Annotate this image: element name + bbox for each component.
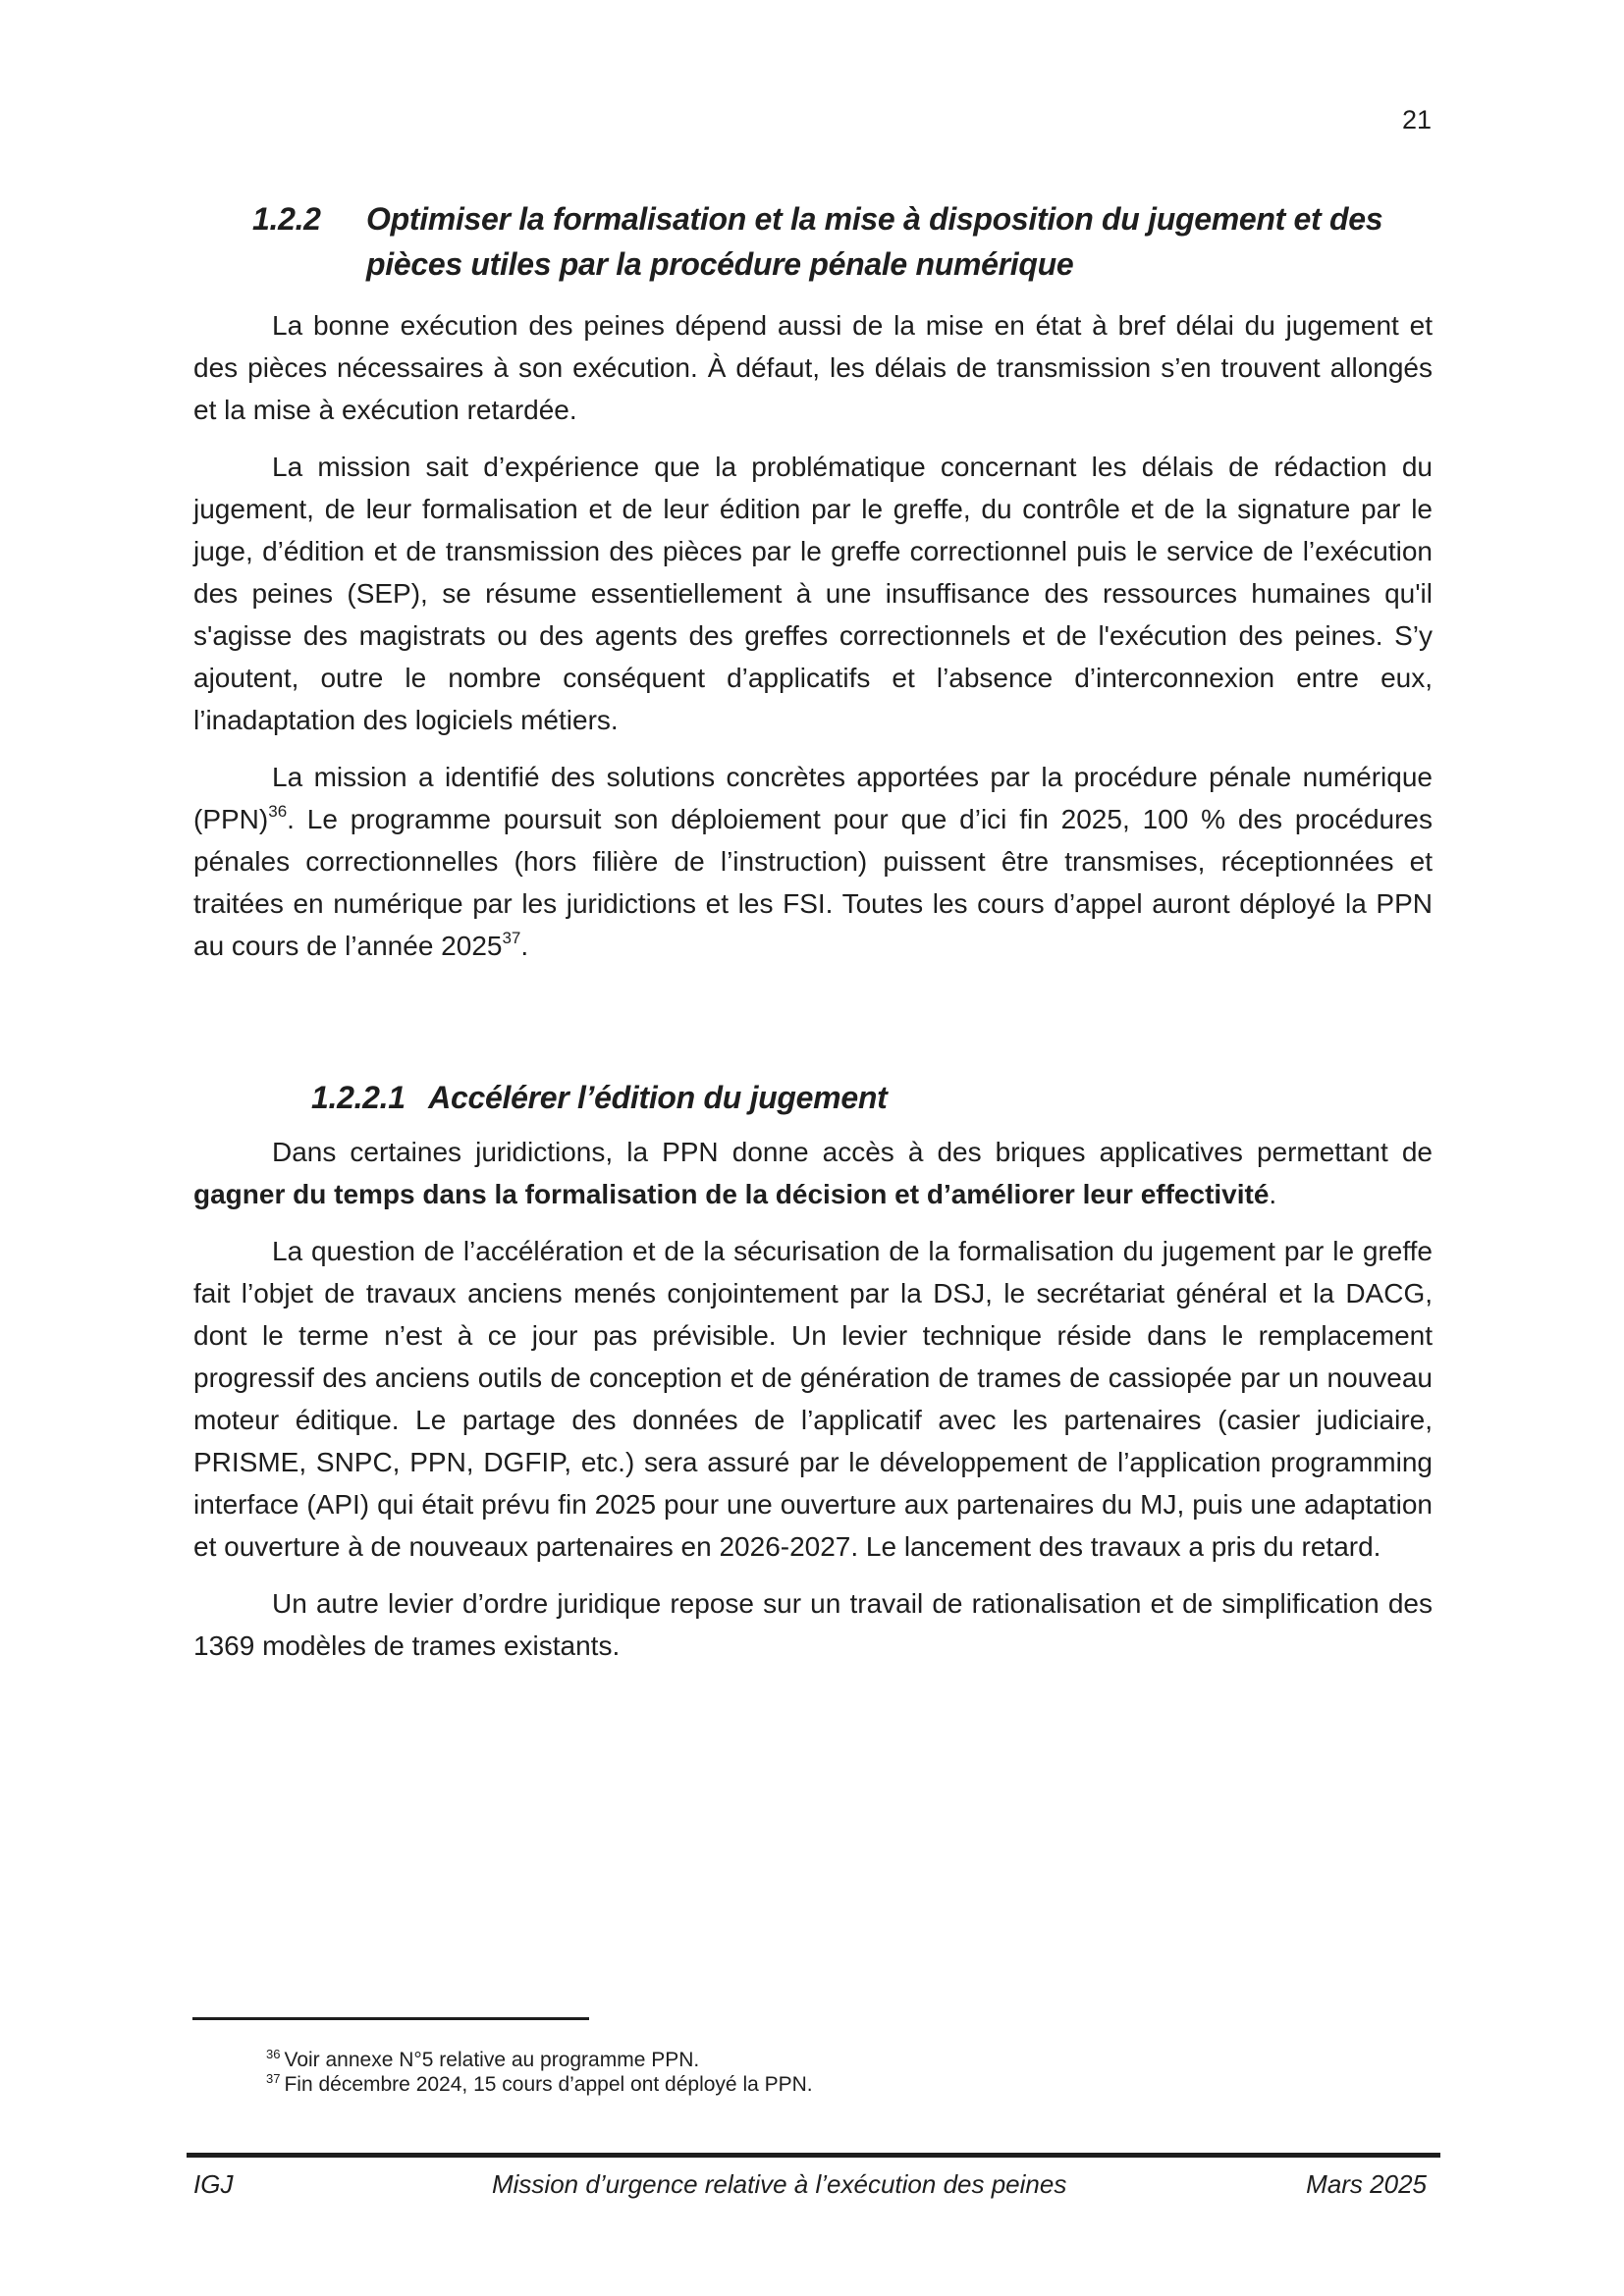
paragraph-text: .	[1269, 1179, 1277, 1209]
paragraph: La mission sait d’expérience que la problématique concernant les délais de rédaction du jugement, de leur formalisation et de leur édition par le greffe, du contrôle et de la signature par le juge, d’édition et de transmission des pièces par le greffe correctionnel puis le service de l’exécution des peines (SEP), se résume essentiellement à une insuffisance des ressources humaines qu'il s'agisse des magistrats ou des agents des greffes correctionnels et de l'exécution des peines. S’y ajoutent, outre le nombre conséquent d’applicatifs et l’absence d’interconnexion entre eux, l’inadaptation des logiciels métiers.	[193, 452, 1433, 735]
paragraph-text: La mission a identifié des solutions concrètes apportées par la procédure pénale numérique (PPN)	[193, 762, 1433, 834]
subsection-body	[193, 1131, 1433, 1682]
footnote-text: Fin décembre 2024, 15 cours d’appel ont déployé la PPN.	[284, 2073, 813, 2096]
footnote-36	[266, 2048, 813, 2072]
paragraph	[193, 1131, 1433, 1215]
footnotes	[266, 2048, 813, 2097]
subsection-number: 1.2.2.1	[311, 1080, 406, 1115]
footer-document-title: Mission d’urgence relative à l’exécution des peines	[492, 2169, 1067, 2199]
footnote-text: Voir annexe N°5 relative au programme PPN.	[284, 2049, 700, 2071]
paragraph-text: . Le programme poursuit son déploiement pour que d’ici fin 2025, 100 % des procédures pénales correctionnelles (hors filière de l’instruction) puissent être transmises, réceptionnées et traitées en numérique par les juridictions et les FSI. Toutes les cours d’appel auront déployé la PPN au cours de l’année 2025	[193, 804, 1433, 961]
section-number: 1.2.2	[252, 201, 321, 237]
section-body	[193, 304, 1433, 982]
footnote-reference[interactable]: 36	[268, 802, 288, 821]
footnote-separator	[192, 2017, 589, 2020]
footnote-reference[interactable]: 37	[502, 929, 521, 947]
paragraph	[193, 756, 1433, 967]
paragraph: Un autre levier d’ordre juridique repose sur un travail de rationalisation et de simplification des 1369 modèles de trames existants.	[193, 1588, 1433, 1661]
footer-organization: IGJ	[193, 2169, 234, 2199]
footnote-number: 37	[266, 2071, 281, 2086]
paragraph-text: Dans certaines juridictions, la PPN donne accès à des briques applicatives permettant de	[272, 1137, 1433, 1167]
paragraph: La question de l’accélération et de la sécurisation de la formalisation du jugement par le greffe fait l’objet de travaux anciens menés conjointement par la DSJ, le secrétariat général et la DACG, dont le terme n’est à ce jour pas prévisible. Un levier technique réside dans le remplacement progressif des anciens outils de conception et de génération de trames de cassiopée par un nouveau moteur éditique. Le partage des données de l’applicatif avec les partenaires (casier judiciaire, PRISME, SNPC, PPN, DGFIP, etc.) sera assuré par le développement de l’application programming interface (API) qui était prévu fin 2025 pour une ouverture aux partenaires du MJ, puis une adaptation et ouverture à de nouveaux partenaires en 2026-2027. Le lancement des travaux a pris du retard.	[193, 1236, 1433, 1562]
subsection-heading	[311, 1078, 887, 1117]
paragraph: La bonne exécution des peines dépend aussi de la mise en état à bref délai du jugement et des pièces nécessaires à son exécution. À défaut, les délais de transmission s’en trouvent allongés et la mise à exécution retardée.	[193, 310, 1433, 425]
section-heading	[252, 196, 1431, 287]
footnote-number: 36	[266, 2047, 281, 2061]
bold-emphasis: gagner du temps dans la formalisation de la décision et d’améliorer leur effectivité	[193, 1179, 1270, 1209]
footer-rule	[187, 2153, 1440, 2158]
footer-date: Mars 2025	[1306, 2169, 1427, 2199]
footnote-37	[266, 2072, 813, 2097]
page-number: 21	[1401, 105, 1432, 134]
subsection-title: Accélérer l’édition du jugement	[428, 1080, 888, 1115]
section-title: Optimiser la formalisation et la mise à disposition du jugement et des pièces utiles par la procédure pénale numérique	[366, 201, 1383, 282]
paragraph-text: .	[520, 931, 529, 961]
